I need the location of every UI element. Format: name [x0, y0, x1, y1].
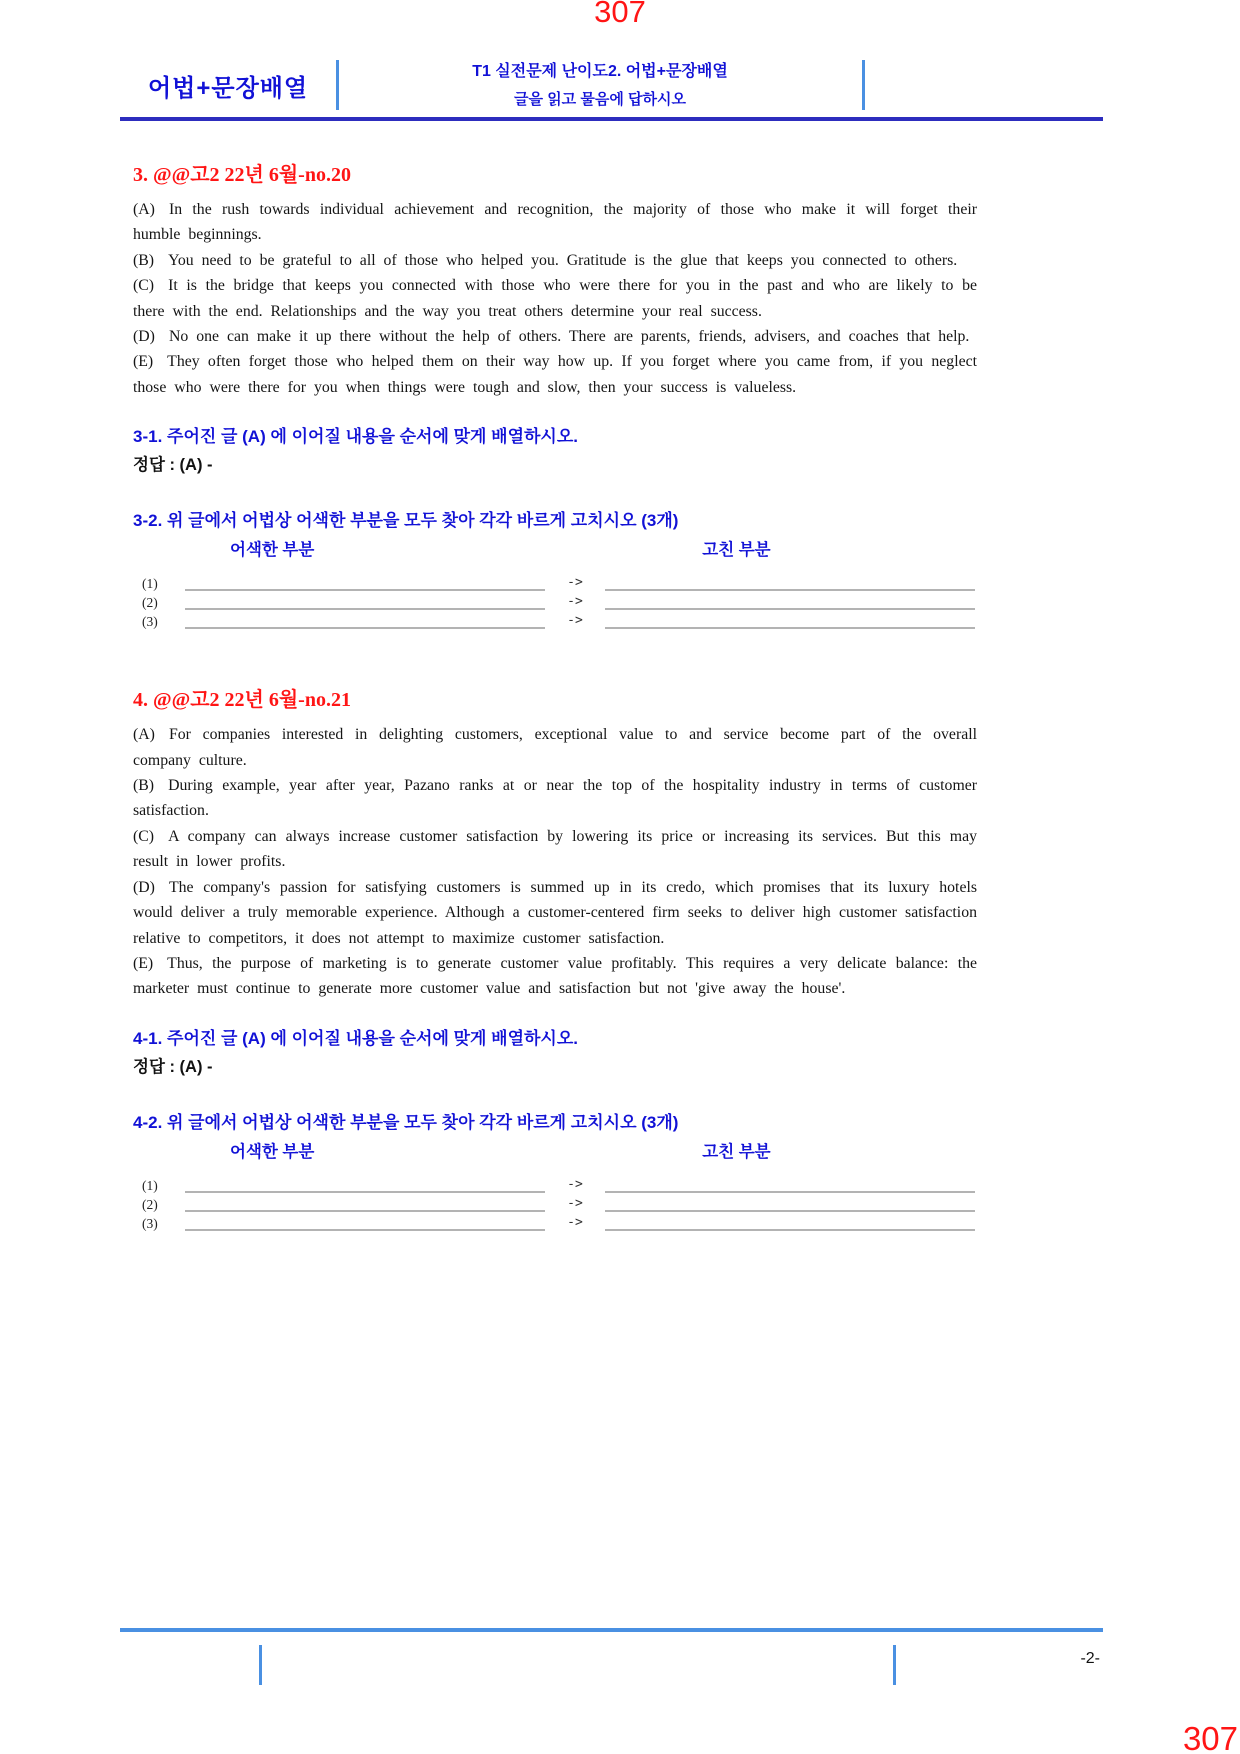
answer-row — [133, 1174, 977, 1193]
passage-paragraph — [133, 324, 977, 349]
answer-blank-right — [605, 1213, 975, 1231]
column-header-awkward: 어색한 부분 — [230, 1142, 315, 1161]
row-label: (1) — [142, 576, 158, 592]
paragraph-label: (B) — [133, 251, 155, 269]
header-subtitle-line2: 글을 읽고 물음에 답하시오 — [514, 91, 686, 108]
page-number-top: 307 — [594, 0, 646, 29]
row-label: (3) — [142, 614, 158, 630]
column-header-awkward: 어색한 부분 — [230, 541, 315, 560]
answer-blank-left — [185, 1213, 545, 1231]
answer-blank-right — [605, 611, 975, 629]
arrow-glyph: -> — [567, 594, 583, 610]
header-rule — [120, 117, 1103, 121]
header-divider-bar-right — [862, 60, 865, 110]
answer-rows — [133, 572, 977, 629]
passage-paragraph — [133, 248, 977, 273]
answer-row — [133, 591, 977, 610]
paragraph-text: It is the bridge that keeps you connected with those who were there for you in the past and who are likely to be there with the end. Relationships and the way you treat others determine your real success. — [133, 277, 977, 320]
row-label: (3) — [142, 1215, 158, 1231]
answer-blank-right — [605, 1175, 975, 1193]
passage-paragraph — [133, 722, 977, 773]
arrow-glyph: -> — [567, 575, 583, 591]
paragraph-label: (C) — [133, 827, 155, 845]
answer-label: 정답 : (A) - — [133, 456, 213, 475]
answer-label: 정답 : (A) - — [133, 1057, 213, 1076]
passage-paragraph — [133, 824, 977, 875]
answer-row — [133, 610, 977, 629]
question-grammar: 3-2. 위 글에서 어법상 어색한 부분을 모두 찾아 각각 바르게 고치시오 (3개) — [133, 511, 679, 531]
paragraph-text: During example, year after year, Pazano ranks at or near the top of the hospitality industry in terms of customer satisfaction. — [133, 777, 977, 820]
paragraph-text: No one can make it up there without the help of others. There are parents, friends, advisers, and coaches that help. — [168, 328, 970, 346]
row-label: (2) — [142, 1196, 158, 1212]
paragraph-text: The company's passion for satisfying customers is summed up in its credo, which promises that its luxury hotels would deliver a truly memorable experience. Although a customer-centered firm seeks to deliver high customer satisfaction relative to competitors, it does not attempt to maximize customer satisfaction. — [133, 878, 977, 947]
header-divider-bar-left — [336, 60, 339, 110]
answer-rows — [133, 1174, 977, 1231]
paragraph-label: (D) — [133, 328, 155, 346]
paragraph-label: (E) — [133, 353, 154, 371]
paragraph-label: (B) — [133, 777, 155, 795]
answer-blank-left — [185, 611, 545, 629]
page-content — [133, 150, 977, 1231]
worksheet-header — [120, 54, 1103, 114]
arrow-glyph: -> — [567, 1214, 583, 1230]
paragraph-label: (C) — [133, 277, 155, 295]
answer-blank-left — [185, 1194, 545, 1212]
answer-column-headers — [133, 1138, 977, 1162]
arrow-glyph: -> — [567, 1195, 583, 1211]
header-subtitle — [370, 58, 830, 109]
paragraph-label: (E) — [133, 954, 154, 972]
answer-blank-left — [185, 1175, 545, 1193]
answer-blank-left — [185, 592, 545, 610]
question-order: 3-1. 주어진 글 (A) 에 이어질 내용을 순서에 맞게 배열하시오. — [133, 427, 578, 447]
header-subtitle-line1: T1 실전문제 난이도2. 어법+문장배열 — [472, 63, 728, 80]
paragraph-text: A company can always increase customer satisfaction by lowering its price or increasing its services. But this may result in lower profits. — [133, 827, 977, 871]
section-3 — [133, 158, 977, 629]
footer-page-number: -2- — [1080, 1650, 1100, 1667]
column-header-corrected: 고친 부분 — [702, 541, 771, 560]
passage-paragraph — [133, 273, 977, 324]
arrow-glyph: -> — [567, 613, 583, 629]
answer-blank-right — [605, 1194, 975, 1212]
answer-blank-left — [185, 573, 545, 591]
section-title: 4. @@고2 22년 6월-no.21 — [133, 689, 351, 712]
answer-row — [133, 572, 977, 591]
answer-row — [133, 1212, 977, 1231]
answer-blank-right — [605, 573, 975, 591]
paragraph-label: (D) — [133, 878, 155, 896]
answer-row — [133, 1193, 977, 1212]
section-4 — [133, 683, 977, 1230]
footer-rule — [120, 1628, 1103, 1632]
answer-column-headers — [133, 536, 977, 560]
question-order: 4-1. 주어진 글 (A) 에 이어질 내용을 순서에 맞게 배열하시오. — [133, 1028, 578, 1048]
paragraph-text: You need to be grateful to all of those who helped you. Gratitude is the glue that keeps you connected to others. — [168, 251, 958, 269]
paragraph-label: (A) — [133, 201, 155, 218]
paragraph-text: For companies interested in delighting customers, exceptional value to and service become part of the overall company culture. — [133, 726, 977, 769]
passage-paragraph — [133, 875, 977, 951]
column-header-corrected: 고친 부분 — [702, 1142, 771, 1161]
passage-paragraph — [133, 197, 977, 248]
paragraph-text: They often forget those who helped them on their way how up. If you forget where you came from, if you neglect those who were there for you when things were tough and slow, then your success is valueless. — [133, 353, 977, 396]
section-title: 3. @@고2 22년 6월-no.20 — [133, 164, 351, 186]
row-label: (2) — [142, 595, 158, 611]
passage-paragraph — [133, 773, 977, 824]
paragraph-text: Thus, the purpose of marketing is to generate customer value profitably. This requires a very delicate balance: the marketer must continue to generate more customer value and satisfaction but not 'give away the house'. — [133, 954, 977, 998]
passage-paragraph — [133, 951, 977, 1002]
paragraph-label: (A) — [133, 726, 155, 744]
footer-divider-bar-right — [893, 1645, 896, 1685]
row-label: (1) — [142, 1177, 158, 1193]
arrow-glyph: -> — [567, 1176, 583, 1192]
header-title: 어법+문장배열 — [148, 75, 309, 102]
page-number-bottom: 307 — [1182, 1720, 1238, 1754]
footer-divider-bar-left — [259, 1645, 262, 1685]
answer-blank-right — [605, 592, 975, 610]
passage-paragraph — [133, 349, 977, 400]
paragraph-text: In the rush towards individual achievement and recognition, the majority of those who make it will forget their humble beginnings. — [133, 201, 977, 244]
question-grammar: 4-2. 위 글에서 어법상 어색한 부분을 모두 찾아 각각 바르게 고치시오 (3개) — [133, 1112, 679, 1132]
